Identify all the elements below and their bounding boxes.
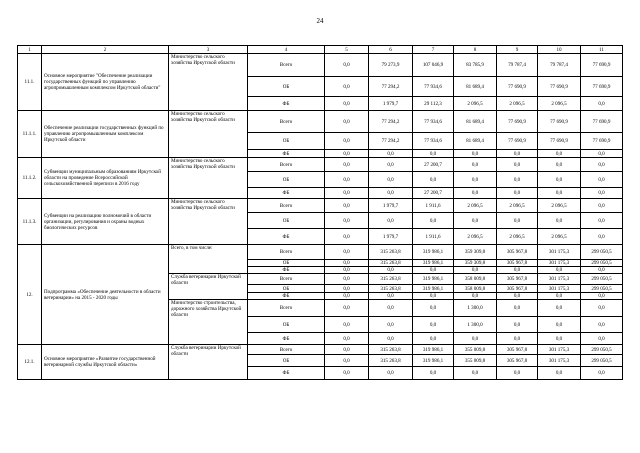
executor: Министерство сельского хозяйства Иркутской области: [169, 199, 248, 245]
value-cell: 2 096,5: [497, 97, 538, 111]
value-cell: 299 050,5: [581, 274, 623, 285]
value-cell: 0,0: [369, 367, 413, 380]
value-cell: 0,0: [413, 300, 454, 317]
executor: Министерство сельского хозяйства Иркутской области: [169, 111, 248, 158]
value-cell: 77 690,9: [497, 77, 538, 97]
value-cell: 0,0: [538, 317, 581, 333]
value-cell: 0,0: [325, 213, 369, 229]
value-cell: 0,0: [581, 199, 623, 213]
executor: Всего, в том числе:: [169, 245, 248, 274]
value-cell: 305 967,8: [497, 345, 538, 355]
header-cell: 11: [581, 46, 623, 54]
value-cell: 0,0: [497, 213, 538, 229]
value-cell: 0,0: [369, 213, 413, 229]
value-cell: 2 096,5: [538, 199, 581, 213]
value-cell: 0,0: [369, 300, 413, 317]
value-cell: 0,0: [325, 285, 369, 293]
header-cell: 7: [413, 46, 454, 54]
budget-table: [17, 45, 623, 380]
value-cell: 0,0: [325, 54, 369, 77]
value-cell: 0,0: [454, 213, 497, 229]
value-cell: 0,0: [538, 158, 581, 172]
value-cell: 27 200,7: [413, 158, 454, 172]
value-cell: 0,0: [369, 267, 413, 274]
row-code: 12.1.: [18, 345, 42, 380]
value-cell: 0,0: [581, 150, 623, 158]
value-cell: 1 911,6: [413, 199, 454, 213]
value-cell: 0,0: [325, 229, 369, 245]
value-cell: 0,0: [325, 158, 369, 172]
value-cell: 0,0: [369, 172, 413, 188]
header-cell: 3: [169, 46, 248, 54]
funding-source: ФБ: [248, 367, 325, 380]
value-cell: 0,0: [497, 333, 538, 345]
value-cell: 79 787,4: [497, 54, 538, 77]
funding-source: ОБ: [248, 213, 325, 229]
value-cell: 0,0: [325, 267, 369, 274]
value-cell: 305 967,8: [497, 285, 538, 293]
executor: Министерство сельского хозяйства Иркутской области: [169, 54, 248, 111]
executor: Служба ветеринарии Иркутской области: [169, 274, 248, 300]
table-row: [18, 245, 623, 260]
value-cell: 2 096,5: [538, 229, 581, 245]
funding-source: Всего: [248, 111, 325, 133]
value-cell: 358 009,8: [454, 285, 497, 293]
value-cell: 1 979,7: [369, 229, 413, 245]
header-row: [18, 46, 623, 54]
funding-source: ОБ: [248, 133, 325, 150]
funding-source: ФБ: [248, 267, 325, 274]
value-cell: 319 986,1: [413, 260, 454, 267]
value-cell: 0,0: [325, 355, 369, 367]
value-cell: 0,0: [497, 300, 538, 317]
header-cell: 2: [42, 46, 169, 54]
value-cell: 77 690,9: [497, 111, 538, 133]
value-cell: 1 979,7: [369, 199, 413, 213]
value-cell: 0,0: [454, 188, 497, 199]
value-cell: 301 175,3: [538, 355, 581, 367]
value-cell: 1 979,7: [369, 97, 413, 111]
executor: Министерство сельского хозяйства Иркутской области: [169, 158, 248, 199]
value-cell: 0,0: [413, 267, 454, 274]
value-cell: 299 050,5: [581, 285, 623, 293]
funding-source: Всего: [248, 274, 325, 285]
table-row: [18, 199, 623, 213]
value-cell: 355 009,8: [454, 355, 497, 367]
funding-source: ФБ: [248, 188, 325, 199]
value-cell: 299 050,5: [581, 260, 623, 267]
header-cell: 8: [454, 46, 497, 54]
value-cell: 358 009,8: [454, 274, 497, 285]
value-cell: 2 096,5: [538, 97, 581, 111]
value-cell: 0,0: [497, 293, 538, 300]
value-cell: 315 263,8: [369, 245, 413, 260]
value-cell: 107 046,9: [413, 54, 454, 77]
value-cell: 0,0: [325, 260, 369, 267]
value-cell: 81 689,4: [454, 111, 497, 133]
value-cell: 77 934,6: [413, 111, 454, 133]
measure-name: Субвенции на реализацию полномочий в области организации, регулирования и охраны водных биологических ресурсов: [42, 199, 169, 245]
value-cell: 0,0: [581, 293, 623, 300]
value-cell: 315 263,8: [369, 285, 413, 293]
value-cell: 0,0: [581, 172, 623, 188]
value-cell: 0,0: [538, 213, 581, 229]
value-cell: 0,0: [581, 158, 623, 172]
value-cell: 83 785,9: [454, 54, 497, 77]
value-cell: 77 690,9: [497, 133, 538, 150]
funding-source: ФБ: [248, 293, 325, 300]
measure-name: Основное мероприятие "Обеспечение реализации государственных функций по управлению агропромышленным комплексом Иркутской области": [42, 54, 169, 111]
funding-source: ОБ: [248, 260, 325, 267]
funding-source: Всего: [248, 300, 325, 317]
funding-source: ФБ: [248, 97, 325, 111]
value-cell: 0,0: [369, 333, 413, 345]
value-cell: 0,0: [325, 97, 369, 111]
header-cell: 6: [369, 46, 413, 54]
value-cell: 0,0: [369, 317, 413, 333]
value-cell: 305 967,8: [497, 355, 538, 367]
value-cell: 0,0: [538, 367, 581, 380]
value-cell: 81 689,4: [454, 133, 497, 150]
value-cell: 0,0: [497, 367, 538, 380]
funding-source: ОБ: [248, 355, 325, 367]
value-cell: 1 300,0: [454, 317, 497, 333]
value-cell: 2 096,5: [454, 97, 497, 111]
value-cell: 0,0: [497, 317, 538, 333]
value-cell: 0,0: [413, 150, 454, 158]
value-cell: 0,0: [581, 213, 623, 229]
header-cell: 1: [18, 46, 42, 54]
value-cell: 77 294,2: [369, 133, 413, 150]
executor: Служба ветеринарии Иркутской области: [169, 345, 248, 380]
executor: Министерство строительства, дорожного хозяйства Иркутской области: [169, 300, 248, 345]
value-cell: 0,0: [454, 172, 497, 188]
value-cell: 0,0: [325, 77, 369, 97]
value-cell: 0,0: [369, 150, 413, 158]
value-cell: 0,0: [325, 333, 369, 345]
value-cell: 77 934,6: [413, 133, 454, 150]
value-cell: 0,0: [581, 97, 623, 111]
value-cell: 77 690,9: [581, 133, 623, 150]
measure-name: Подпрограмма «Обеспечение деятельности в области ветеринарии» на 2015 - 2020 годы: [42, 245, 169, 345]
funding-source: ОБ: [248, 317, 325, 333]
value-cell: 315 263,8: [369, 260, 413, 267]
value-cell: 77 690,9: [538, 111, 581, 133]
value-cell: 359 309,8: [454, 260, 497, 267]
value-cell: 0,0: [325, 188, 369, 199]
header-cell: 4: [248, 46, 325, 54]
value-cell: 0,0: [369, 158, 413, 172]
value-cell: 0,0: [538, 150, 581, 158]
value-cell: 299 050,5: [581, 355, 623, 367]
funding-source: Всего: [248, 245, 325, 260]
funding-source: ОБ: [248, 77, 325, 97]
value-cell: 0,0: [369, 293, 413, 300]
table-row: [18, 111, 623, 133]
value-cell: 79 273,9: [369, 54, 413, 77]
value-cell: 0,0: [325, 199, 369, 213]
value-cell: 77 690,9: [581, 77, 623, 97]
value-cell: 0,0: [325, 150, 369, 158]
value-cell: 79 787,4: [538, 54, 581, 77]
value-cell: 29 112,3: [413, 97, 454, 111]
header-cell: 10: [538, 46, 581, 54]
value-cell: 0,0: [325, 274, 369, 285]
value-cell: 0,0: [454, 267, 497, 274]
value-cell: 0,0: [497, 267, 538, 274]
funding-source: ОБ: [248, 172, 325, 188]
table-row: [18, 54, 623, 77]
value-cell: 27 200,7: [413, 188, 454, 199]
value-cell: 0,0: [538, 267, 581, 274]
measure-name: Обеспечение реализации государственных функций по управлению агропромышленным комплексом Иркутской области: [42, 111, 169, 158]
value-cell: 0,0: [325, 345, 369, 355]
value-cell: 0,0: [413, 317, 454, 333]
value-cell: 0,0: [325, 245, 369, 260]
value-cell: 0,0: [497, 172, 538, 188]
value-cell: 2 096,5: [454, 199, 497, 213]
value-cell: 0,0: [581, 188, 623, 199]
value-cell: 0,0: [413, 367, 454, 380]
value-cell: 301 175,3: [538, 285, 581, 293]
value-cell: 77 934,6: [413, 77, 454, 97]
value-cell: 0,0: [581, 317, 623, 333]
value-cell: 0,0: [581, 367, 623, 380]
value-cell: 355 009,8: [454, 345, 497, 355]
header-cell: 5: [325, 46, 369, 54]
value-cell: 0,0: [538, 188, 581, 199]
value-cell: 0,0: [581, 300, 623, 317]
value-cell: 359 309,8: [454, 245, 497, 260]
value-cell: 0,0: [454, 367, 497, 380]
value-cell: 0,0: [581, 333, 623, 345]
row-code: 11.1.2.: [18, 158, 42, 199]
header-cell: 9: [497, 46, 538, 54]
value-cell: 301 175,3: [538, 345, 581, 355]
value-cell: 0,0: [325, 367, 369, 380]
funding-source: ОБ: [248, 285, 325, 293]
value-cell: 0,0: [413, 333, 454, 345]
value-cell: 0,0: [581, 267, 623, 274]
value-cell: 319 986,1: [413, 245, 454, 260]
funding-source: Всего: [248, 54, 325, 77]
row-code: 11.1.: [18, 54, 42, 111]
value-cell: 315 263,8: [369, 274, 413, 285]
value-cell: 301 175,3: [538, 274, 581, 285]
value-cell: 0,0: [497, 188, 538, 199]
value-cell: 0,0: [497, 150, 538, 158]
table-row: [18, 158, 623, 172]
value-cell: 1 300,0: [454, 300, 497, 317]
funding-source: Всего: [248, 199, 325, 213]
value-cell: 0,0: [538, 333, 581, 345]
value-cell: 0,0: [454, 333, 497, 345]
value-cell: 0,0: [538, 172, 581, 188]
value-cell: 0,0: [454, 293, 497, 300]
value-cell: 0,0: [325, 300, 369, 317]
value-cell: 0,0: [369, 188, 413, 199]
value-cell: 301 175,3: [538, 245, 581, 260]
funding-source: ФБ: [248, 229, 325, 245]
value-cell: 0,0: [497, 158, 538, 172]
value-cell: 0,0: [413, 293, 454, 300]
value-cell: 315 263,8: [369, 355, 413, 367]
funding-source: ФБ: [248, 150, 325, 158]
value-cell: 77 690,9: [581, 54, 623, 77]
measure-name: Основное мероприятие «Развитие государственной ветеринарной службы Иркутской области»: [42, 345, 169, 380]
row-code: 12.: [18, 245, 42, 345]
funding-source: Всего: [248, 345, 325, 355]
value-cell: 2 096,5: [497, 199, 538, 213]
value-cell: 81 689,4: [454, 77, 497, 97]
value-cell: 77 690,9: [581, 111, 623, 133]
value-cell: 0,0: [325, 172, 369, 188]
value-cell: 2 096,5: [497, 229, 538, 245]
value-cell: 0,0: [413, 172, 454, 188]
value-cell: 77 294,2: [369, 111, 413, 133]
value-cell: 299 050,5: [581, 345, 623, 355]
value-cell: 77 690,9: [538, 133, 581, 150]
value-cell: 305 967,8: [497, 260, 538, 267]
value-cell: 0,0: [581, 229, 623, 245]
value-cell: 0,0: [325, 111, 369, 133]
value-cell: 0,0: [454, 158, 497, 172]
value-cell: 319 986,1: [413, 345, 454, 355]
value-cell: 301 175,3: [538, 260, 581, 267]
value-cell: 0,0: [325, 317, 369, 333]
funding-source: Всего: [248, 158, 325, 172]
value-cell: 0,0: [454, 150, 497, 158]
table-row: [18, 345, 623, 355]
value-cell: 2 096,5: [454, 229, 497, 245]
row-code: 11.1.1.: [18, 111, 42, 158]
page-number: 24: [316, 17, 324, 25]
value-cell: 305 967,8: [497, 274, 538, 285]
value-cell: 77 690,9: [538, 77, 581, 97]
value-cell: 0,0: [538, 293, 581, 300]
value-cell: 0,0: [325, 133, 369, 150]
funding-source: ФБ: [248, 333, 325, 345]
value-cell: 0,0: [538, 300, 581, 317]
value-cell: 0,0: [413, 213, 454, 229]
value-cell: 319 986,1: [413, 274, 454, 285]
value-cell: 1 911,6: [413, 229, 454, 245]
value-cell: 315 263,8: [369, 345, 413, 355]
value-cell: 319 986,1: [413, 355, 454, 367]
row-code: 11.1.3.: [18, 199, 42, 245]
value-cell: 319 986,1: [413, 285, 454, 293]
value-cell: 305 967,8: [497, 245, 538, 260]
value-cell: 299 050,5: [581, 245, 623, 260]
value-cell: 77 294,2: [369, 77, 413, 97]
value-cell: 0,0: [325, 293, 369, 300]
measure-name: Субвенции муниципальным образованиям Иркутской области на проведение Всероссийской сельскохозяйственной переписи в 2016 году: [42, 158, 169, 199]
